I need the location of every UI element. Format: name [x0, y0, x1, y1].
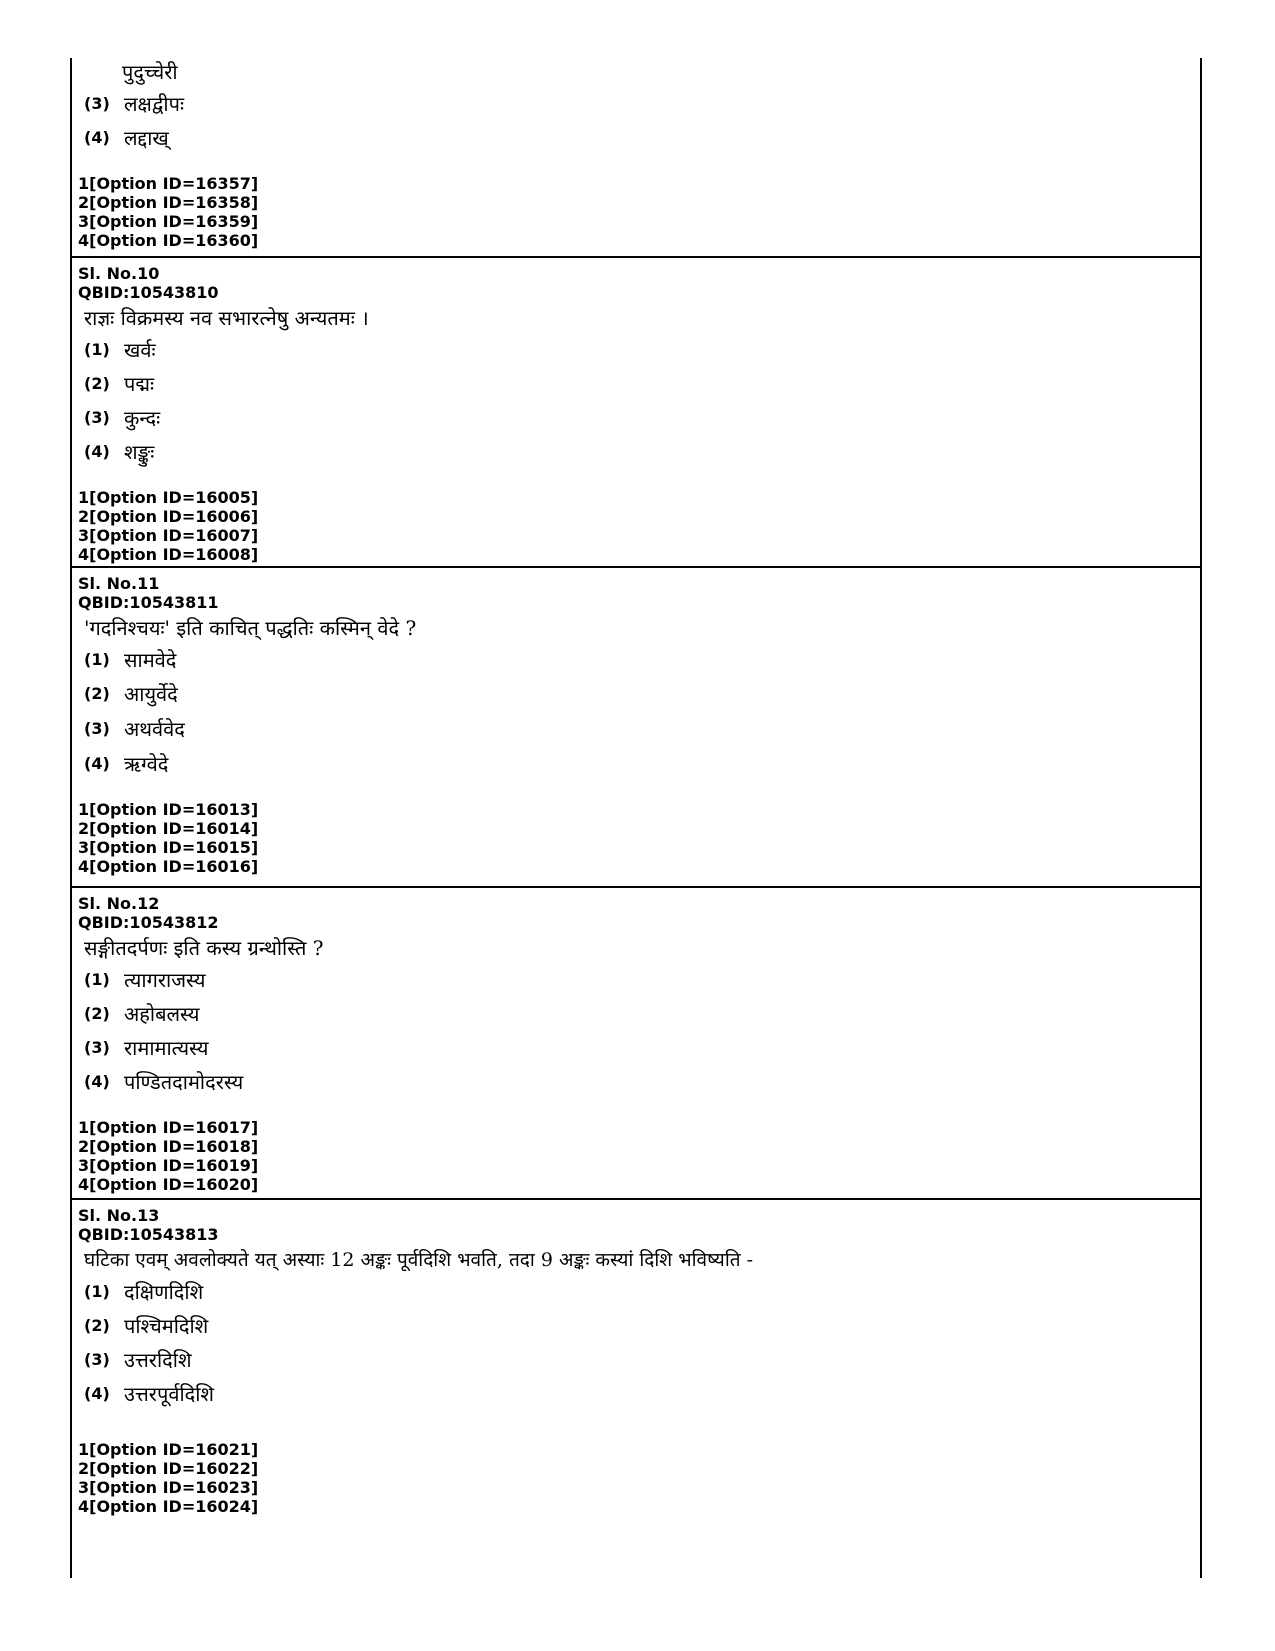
serial-number: Sl. No.12 [78, 894, 160, 913]
option-1 [72, 332, 1200, 366]
option-id: 2[Option ID=16006] [78, 507, 259, 526]
option-number: (4) [84, 127, 110, 147]
option-number: (4) [84, 1383, 110, 1403]
option-text: पद्मः [124, 371, 155, 396]
option-number: (4) [84, 441, 110, 461]
option-text: लद्दाख् [124, 125, 169, 150]
option-text: खर्वः [124, 337, 156, 362]
option-id: 3[Option ID=16015] [78, 838, 259, 857]
serial-number: Sl. No.10 [78, 264, 160, 283]
continued-option-text: पुदुच्चेरी [122, 60, 178, 84]
option-id: 1[Option ID=16357] [78, 174, 259, 193]
option-text: दक्षिणदिशि [124, 1279, 204, 1304]
option-text: लक्षद्वीपः [124, 91, 184, 116]
option-number: (1) [84, 649, 110, 669]
option-text: आयुर्वेदे [124, 681, 178, 706]
serial-number: Sl. No.11 [78, 574, 160, 593]
question-stem: सङ्गीतदर्पणः इति कस्य ग्रन्थोस्ति ? [84, 936, 324, 960]
option-2 [72, 366, 1200, 400]
option-4 [72, 1376, 1200, 1410]
option-id: 3[Option ID=16359] [78, 212, 259, 231]
option-id-list [72, 800, 1200, 876]
option-id: 2[Option ID=16014] [78, 819, 259, 838]
option-1 [72, 642, 1200, 676]
option-number: (2) [84, 1003, 110, 1023]
question-stem: राज्ञः विक्रमस्य नव सभारत्नेषु अन्यतमः । [84, 306, 369, 330]
option-id: 1[Option ID=16013] [78, 800, 259, 819]
option-number: (3) [84, 718, 110, 738]
option-id: 1[Option ID=16021] [78, 1440, 259, 1459]
option-number: (1) [84, 1281, 110, 1301]
option-text: उत्तरदिशि [124, 1347, 192, 1372]
option-id: 1[Option ID=16005] [78, 488, 259, 507]
option-text: पण्डितदामोदरस्य [124, 1069, 244, 1094]
option-id-list [72, 1118, 1200, 1194]
option-number: (3) [84, 407, 110, 427]
question-block-11 [72, 566, 1200, 886]
option-1 [72, 962, 1200, 996]
option-2 [72, 996, 1200, 1030]
qbid: QBID:10543811 [78, 593, 219, 612]
option-id: 2[Option ID=16018] [78, 1137, 259, 1156]
option-text: कुन्दः [124, 405, 161, 430]
option-3 [72, 400, 1200, 434]
option-text: शङ्कुः [124, 439, 155, 464]
option-text: पश्चिमदिशि [124, 1313, 209, 1338]
option-id: 3[Option ID=16023] [78, 1478, 259, 1497]
option-id: 4[Option ID=16008] [78, 545, 259, 564]
question-block-12 [72, 886, 1200, 1198]
option-id: 3[Option ID=16019] [78, 1156, 259, 1175]
option-4 [72, 1064, 1200, 1098]
option-id: 1[Option ID=16017] [78, 1118, 259, 1137]
option-text: अहोबलस्य [124, 1001, 200, 1026]
option-number: (2) [84, 683, 110, 703]
qbid: QBID:10543812 [78, 913, 219, 932]
option-number: (3) [84, 1349, 110, 1369]
option-id: 4[Option ID=16360] [78, 231, 259, 250]
option-2 [72, 1308, 1200, 1342]
question-stem: 'गदनिश्चयः' इति काचित् पद्धतिः कस्मिन् वेदे ? [84, 616, 417, 640]
option-text: रामामात्यस्य [124, 1035, 209, 1060]
option-number: (1) [84, 339, 110, 359]
option-number: (2) [84, 1315, 110, 1335]
qbid: QBID:10543813 [78, 1225, 219, 1244]
option-3 [72, 1030, 1200, 1064]
option-text: उत्तरपूर्वदिशि [124, 1381, 215, 1406]
option-text: ऋग्वेदे [124, 751, 169, 776]
option-number: (1) [84, 969, 110, 989]
option-number: (3) [84, 1037, 110, 1057]
option-number: (3) [84, 93, 110, 113]
option-2 [72, 676, 1200, 710]
option-3 [72, 1342, 1200, 1376]
option-text: त्यागराजस्य [124, 967, 206, 992]
option-id-list [72, 1440, 1200, 1516]
question-paper-frame [70, 58, 1202, 1578]
question-block-10 [72, 256, 1200, 566]
option-1 [72, 1274, 1200, 1308]
question-block-13 [72, 1198, 1200, 1578]
option-3 [72, 710, 1200, 746]
option-number: (4) [84, 753, 110, 773]
option-id-list [72, 174, 1200, 250]
option-number: (4) [84, 1071, 110, 1091]
option-id: 4[Option ID=16020] [78, 1175, 259, 1194]
option-3 [72, 86, 1200, 120]
option-id: 3[Option ID=16007] [78, 526, 259, 545]
option-4 [72, 746, 1200, 780]
serial-number: Sl. No.13 [78, 1206, 160, 1225]
question-continuation [72, 58, 1200, 256]
option-text: अथर्ववेद [124, 716, 185, 741]
question-stem: घटिका एवम् अवलोक्यते यत् अस्याः 12 अङ्कः पूर्वदिशि भवति, तदा 9 अङ्कः कस्यां दिशि भविष्यति - [84, 1249, 754, 1271]
option-id: 4[Option ID=16024] [78, 1497, 259, 1516]
option-number: (2) [84, 373, 110, 393]
option-id-list [72, 488, 1200, 564]
option-4 [72, 120, 1200, 154]
option-id: 2[Option ID=16022] [78, 1459, 259, 1478]
qbid: QBID:10543810 [78, 283, 219, 302]
option-id: 2[Option ID=16358] [78, 193, 259, 212]
option-id: 4[Option ID=16016] [78, 857, 259, 876]
option-4 [72, 434, 1200, 468]
option-text: सामवेदे [124, 647, 177, 672]
